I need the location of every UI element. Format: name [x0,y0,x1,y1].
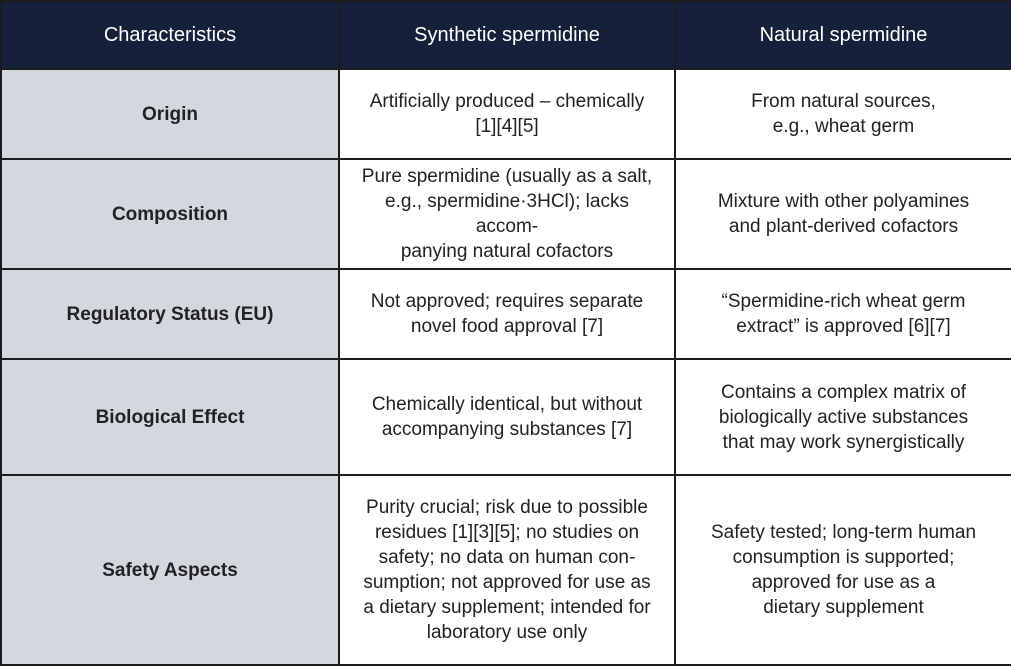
cell-line: accompanying substances [7] [381,419,633,440]
synthetic-cell [339,475,675,665]
synthetic-cell [339,159,675,269]
cell-line: [1][4][5] [475,116,539,137]
table-row [1,159,1011,269]
cell-line: From natural sources, [751,91,936,112]
cell-line: sumption; not approved for use as [363,572,651,593]
cell-line: residues [1][3][5]; no studies on [374,522,640,543]
cell-line: Safety tested; long-term human [710,522,977,543]
cell-line: Contains a complex matrix of [721,381,966,403]
cell-line: biologically active substances [718,406,969,428]
cell-line: Artificially produced – chemically [369,91,645,112]
cell-line: extract” is approved [6][7] [736,316,951,337]
cell-line: consumption is supported; [732,547,955,568]
row-label: Composition [1,159,339,269]
row-label: Biological Effect [1,359,339,475]
synthetic-cell [339,269,675,359]
row-label: Safety Aspects [1,475,339,665]
cell-line: Mixture with other polyamines [717,191,970,212]
natural-cell [675,159,1011,269]
table-row [1,359,1011,475]
natural-cell [675,269,1011,359]
cell-line: “Spermidine-rich wheat germ [721,291,966,312]
natural-cell [675,475,1011,665]
cell-line: that may work synergistically [722,431,965,453]
cell-line: panying natural cofactors [400,241,614,262]
cell-line: novel food approval [7] [410,316,604,337]
table-row [1,69,1011,159]
table-row [1,475,1011,665]
row-label: Regulatory Status (EU) [1,269,339,359]
cell-line: laboratory use only [426,622,588,643]
cell-line: dietary supplement [763,597,924,618]
synthetic-cell [339,69,675,159]
header-row [1,1,1011,69]
natural-cell [675,359,1011,475]
cell-line: and plant-derived cofactors [728,216,959,237]
header-characteristics: Characteristics [1,1,339,69]
synthetic-cell [339,359,675,475]
cell-line: Chemically identical, but without [371,394,643,415]
cell-line: e.g., spermidine·3HCl); lacks accom- [385,191,629,237]
row-label: Origin [1,69,339,159]
table-row [1,269,1011,359]
cell-line: Pure spermidine (usually as a salt, [361,166,653,187]
header-natural: Natural spermidine [675,1,1011,69]
cell-line: Purity crucial; risk due to possible [366,497,648,518]
cell-line: approved for use as a [751,572,936,593]
cell-line: safety; no data on human con- [378,547,636,568]
cell-line: a dietary supplement; intended for [363,597,651,618]
cell-line: Not approved; requires separate [370,291,644,312]
header-synthetic: Synthetic spermidine [339,1,675,69]
cell-line: e.g., wheat germ [772,116,915,137]
natural-cell [675,69,1011,159]
